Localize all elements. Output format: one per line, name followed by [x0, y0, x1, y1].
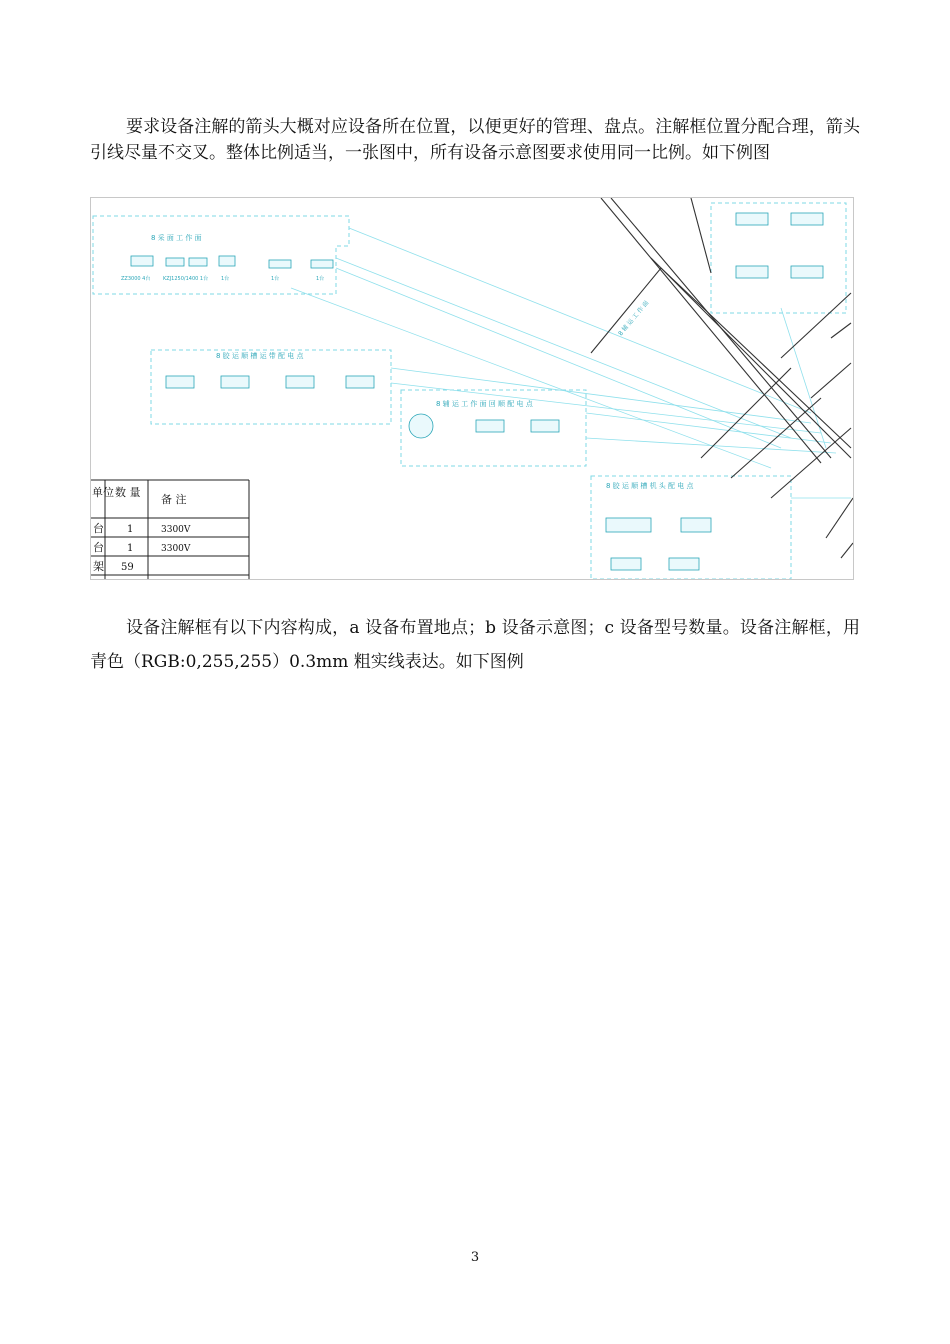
table-cell: 台: [93, 522, 104, 535]
box-title-4: 8 辅 运 工 作 面 回 顺 配 电 点: [436, 400, 533, 408]
box-title-1: 8 采 面 工 作 面: [151, 234, 202, 242]
table-header-remark: 备 注: [161, 493, 187, 506]
top-label-3: 1台: [221, 276, 230, 282]
table-cell: 1: [127, 524, 134, 535]
top-label-1: ZZ3000 4台: [121, 276, 151, 282]
table-cell: 59: [121, 562, 134, 573]
table-cell: 1: [127, 543, 134, 554]
table-cell: 台: [93, 541, 104, 554]
intro-paragraph: 要求设备注解的箭头大概对应设备所在位置，以便更好的管理、盘点。注解框位置分配合理，箭头引线尽量不交叉。整体比例适当，一张图中，所有设备示意图要求使用同一比例。如下例图: [90, 117, 860, 163]
content-paragraph: 设备注解框有以下内容构成，a 设备布置地点；b 设备示意图；c 设备型号数量。设备注解框，用青色（RGB:0,255,255）0.3mm 粗实线表达。如下图例: [90, 618, 860, 672]
equipment-icons: [131, 213, 823, 570]
box-title-3: 8 胶 运 顺 槽 机 头 配 电 点: [606, 482, 694, 490]
roadway-lines: [591, 198, 853, 558]
page-number: 3: [470, 1250, 480, 1265]
box-title-2: 8 胶 运 顺 槽 运 带 配 电 点: [216, 352, 304, 360]
table-cell: 架: [93, 560, 104, 573]
top-label-5: 1台: [316, 276, 325, 282]
table-cell: 3300V: [161, 525, 191, 535]
cad-drawing: [91, 198, 853, 579]
table-cell: 3300V: [161, 544, 191, 554]
table-header-quantity: 数 量: [115, 486, 141, 499]
top-label-4: 1台: [271, 276, 280, 282]
table-header-unit: 单位: [92, 486, 114, 499]
legend-table: [91, 480, 249, 579]
cad-example-figure: [90, 197, 854, 580]
top-label-2: KZJ1250/1400 1台: [163, 276, 209, 282]
roadway-label: 8 辅 运 工 作 面: [617, 299, 651, 338]
